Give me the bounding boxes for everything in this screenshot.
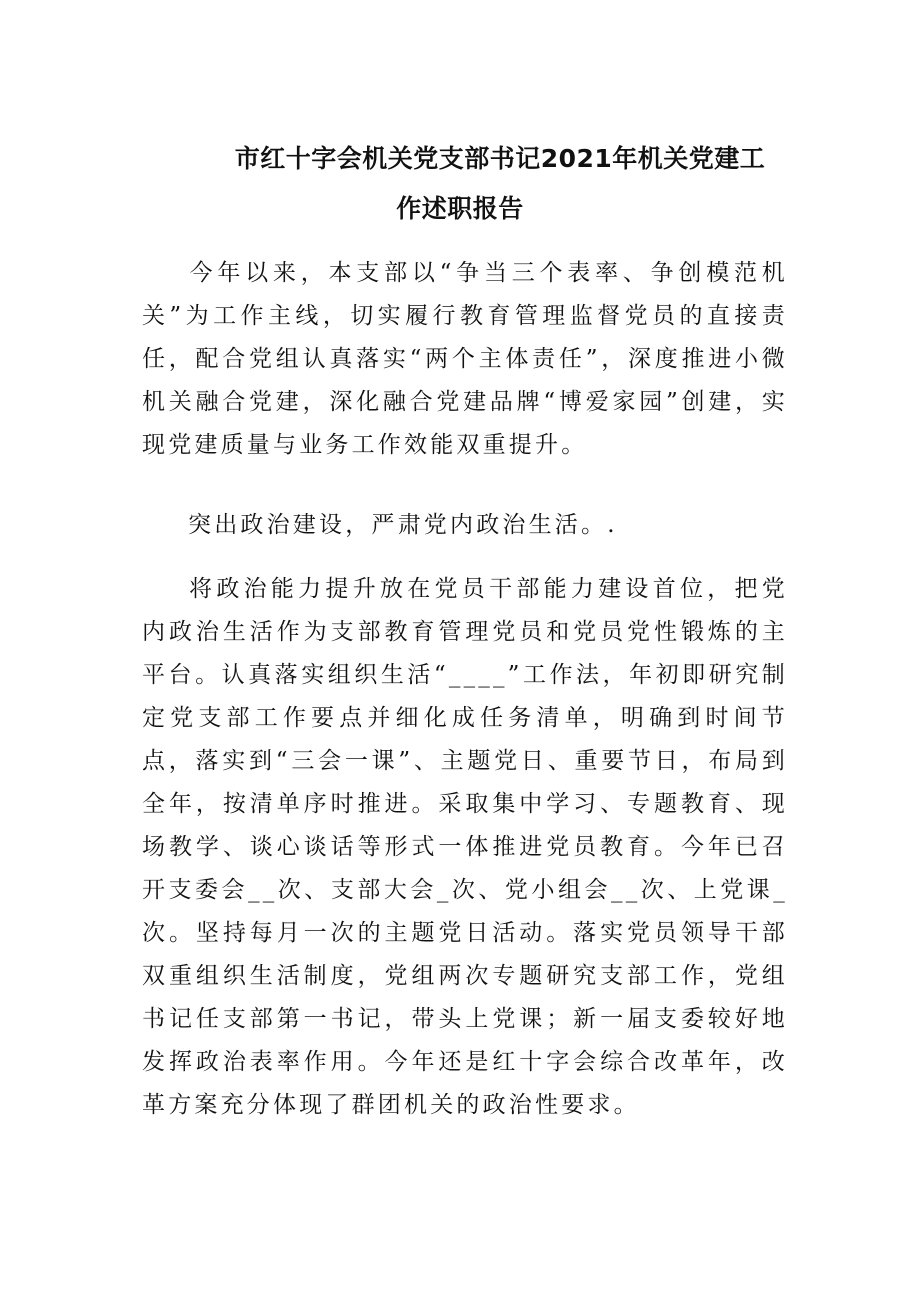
paragraph-section-heading-text: 突出政治建设，严肃党内政治生活。. bbox=[188, 512, 618, 538]
paragraph-intro-text: 今年以来，本支部以“争当三个表率、争创模范机关”为工作主线，切实履行教育管理监督党员的直接责任，配合党组认真落实“两个主体责任”，深度推进小微机关融合党建，深化融合党建品牌“博爱家园”创建，实现党建质量与业务工作效能双重提升。 bbox=[142, 260, 788, 458]
title-line-2: 作述职报告 bbox=[396, 194, 524, 223]
paragraph-political-building-text: 将政治能力提升放在党员干部能力建设首位，把党内政治生活作为支部教育管理党员和党员党性锻炼的主平台。认真落实组织生活“____”工作法，年初即研究制定党支部工作要点并细化成任务清单，明确到时间节点，落实到“三会一课”、主题党日、重要节日，布局到全年，按清单序时推进。采取集中学习、专题教育、现场教学、谈心谈话等形式一体推进党员教育。今年已召开支委会__次、支部大会_次、党小组会__次、上党课_次。坚持每月一次的主题党日活动。落实党员领导干部双重组织生活制度，党组两次专题研究支部工作，党组书记任支部第一书记，带头上党课；新一届支委较好地发挥政治表率作用。今年还是红十字会综合改革年，改革方案充分体现了群团机关的政治性要求。 bbox=[142, 576, 788, 1118]
paragraph-political-building bbox=[142, 568, 788, 1127]
paragraph-section-heading bbox=[142, 504, 788, 547]
paragraph-intro bbox=[142, 252, 788, 467]
title-line-1: 市红十字会机关党支部书记2021年机关党建工 bbox=[234, 144, 766, 173]
document-title bbox=[140, 134, 780, 234]
